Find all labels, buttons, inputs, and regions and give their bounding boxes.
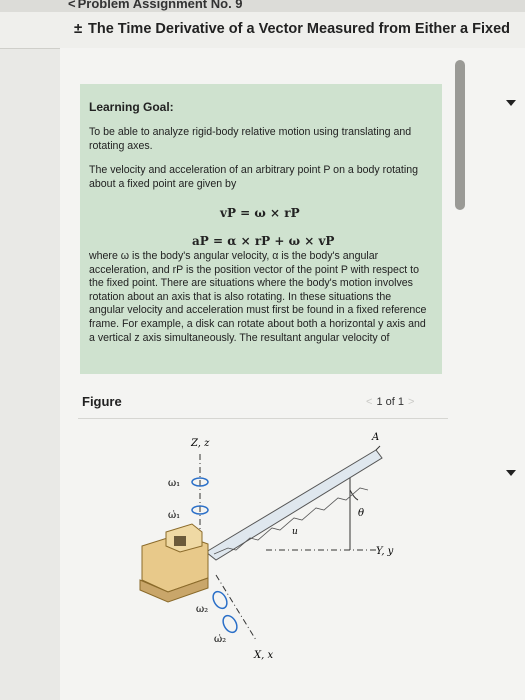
learning-goal-paragraph-1: The velocity and acceleration of an arbitrary point P on a body rotating about a fixed point are given by	[89, 164, 418, 190]
acceleration-equation: aP = α × rP + ω × vP	[192, 234, 335, 248]
figure-divider	[78, 418, 448, 419]
omega2-dot-rotation-icon	[220, 613, 239, 635]
crane-figure	[96, 420, 436, 700]
x-axis-label: X, x	[254, 650, 274, 661]
theta-label: θ	[358, 508, 365, 519]
problem-title: The Time Derivative of a Vector Measured from Either a Fixed	[88, 21, 510, 37]
crane-boom	[206, 450, 382, 560]
velocity-equation: vP = ω × rP	[220, 206, 300, 220]
previous-figure-button[interactable]: <	[366, 396, 373, 408]
omega1-label: ω₁	[168, 478, 181, 489]
collapse-arrow-icon[interactable]	[506, 100, 516, 106]
theta-arc	[350, 490, 358, 500]
vertical-scrollbar[interactable]	[455, 60, 465, 210]
u-label: u	[292, 527, 298, 537]
learning-goal-heading: Learning Goal:	[89, 100, 174, 114]
problem-title-bar[interactable]	[0, 12, 525, 49]
learning-goal-paragraph-2: where ω is the body's angular velocity, α is the body's angular acceleration, and rP is the position vector of the point P with respect to the fixed point. There are situations where the body's motion involves rotation about an axis that is also rotating. In these situations the angular velocity and acceleration must first be found in a fixed reference frame. For example, a disk can rotate about both a horizontal y axis and a vertical z axis simultaneously. The resultant angular velocity of	[89, 250, 427, 344]
z-axis-label: Z, z	[191, 438, 210, 449]
figure-page-count: 1 of 1	[376, 396, 404, 408]
expand-collapse-icon[interactable]: ±	[74, 20, 83, 37]
omega2-rotation-icon	[210, 589, 229, 611]
back-link-label: Problem Assignment No. 9	[77, 0, 243, 11]
figure-pager	[362, 396, 418, 408]
expand-arrow-icon[interactable]	[506, 470, 516, 476]
back-to-assignment-link[interactable]	[68, 0, 243, 11]
cab-window	[174, 536, 186, 546]
figure-heading: Figure	[82, 394, 122, 409]
y-axis-label: Y, y	[376, 546, 394, 557]
omega1-dot-label: ω̇₁	[168, 510, 181, 521]
top-navigation-bar	[0, 0, 525, 12]
omega2-label: ω₂	[196, 604, 209, 615]
learning-goal-box	[80, 84, 442, 374]
chevron-left-icon: <	[68, 0, 76, 11]
boom-tip	[376, 446, 380, 450]
next-figure-button[interactable]: >	[407, 396, 415, 408]
point-a-label: A	[372, 432, 380, 443]
learning-goal-intro: To be able to analyze rigid-body relative motion using translating and rotating axes.	[89, 126, 412, 152]
omega2-dot-label: ω̇₂	[214, 634, 227, 645]
